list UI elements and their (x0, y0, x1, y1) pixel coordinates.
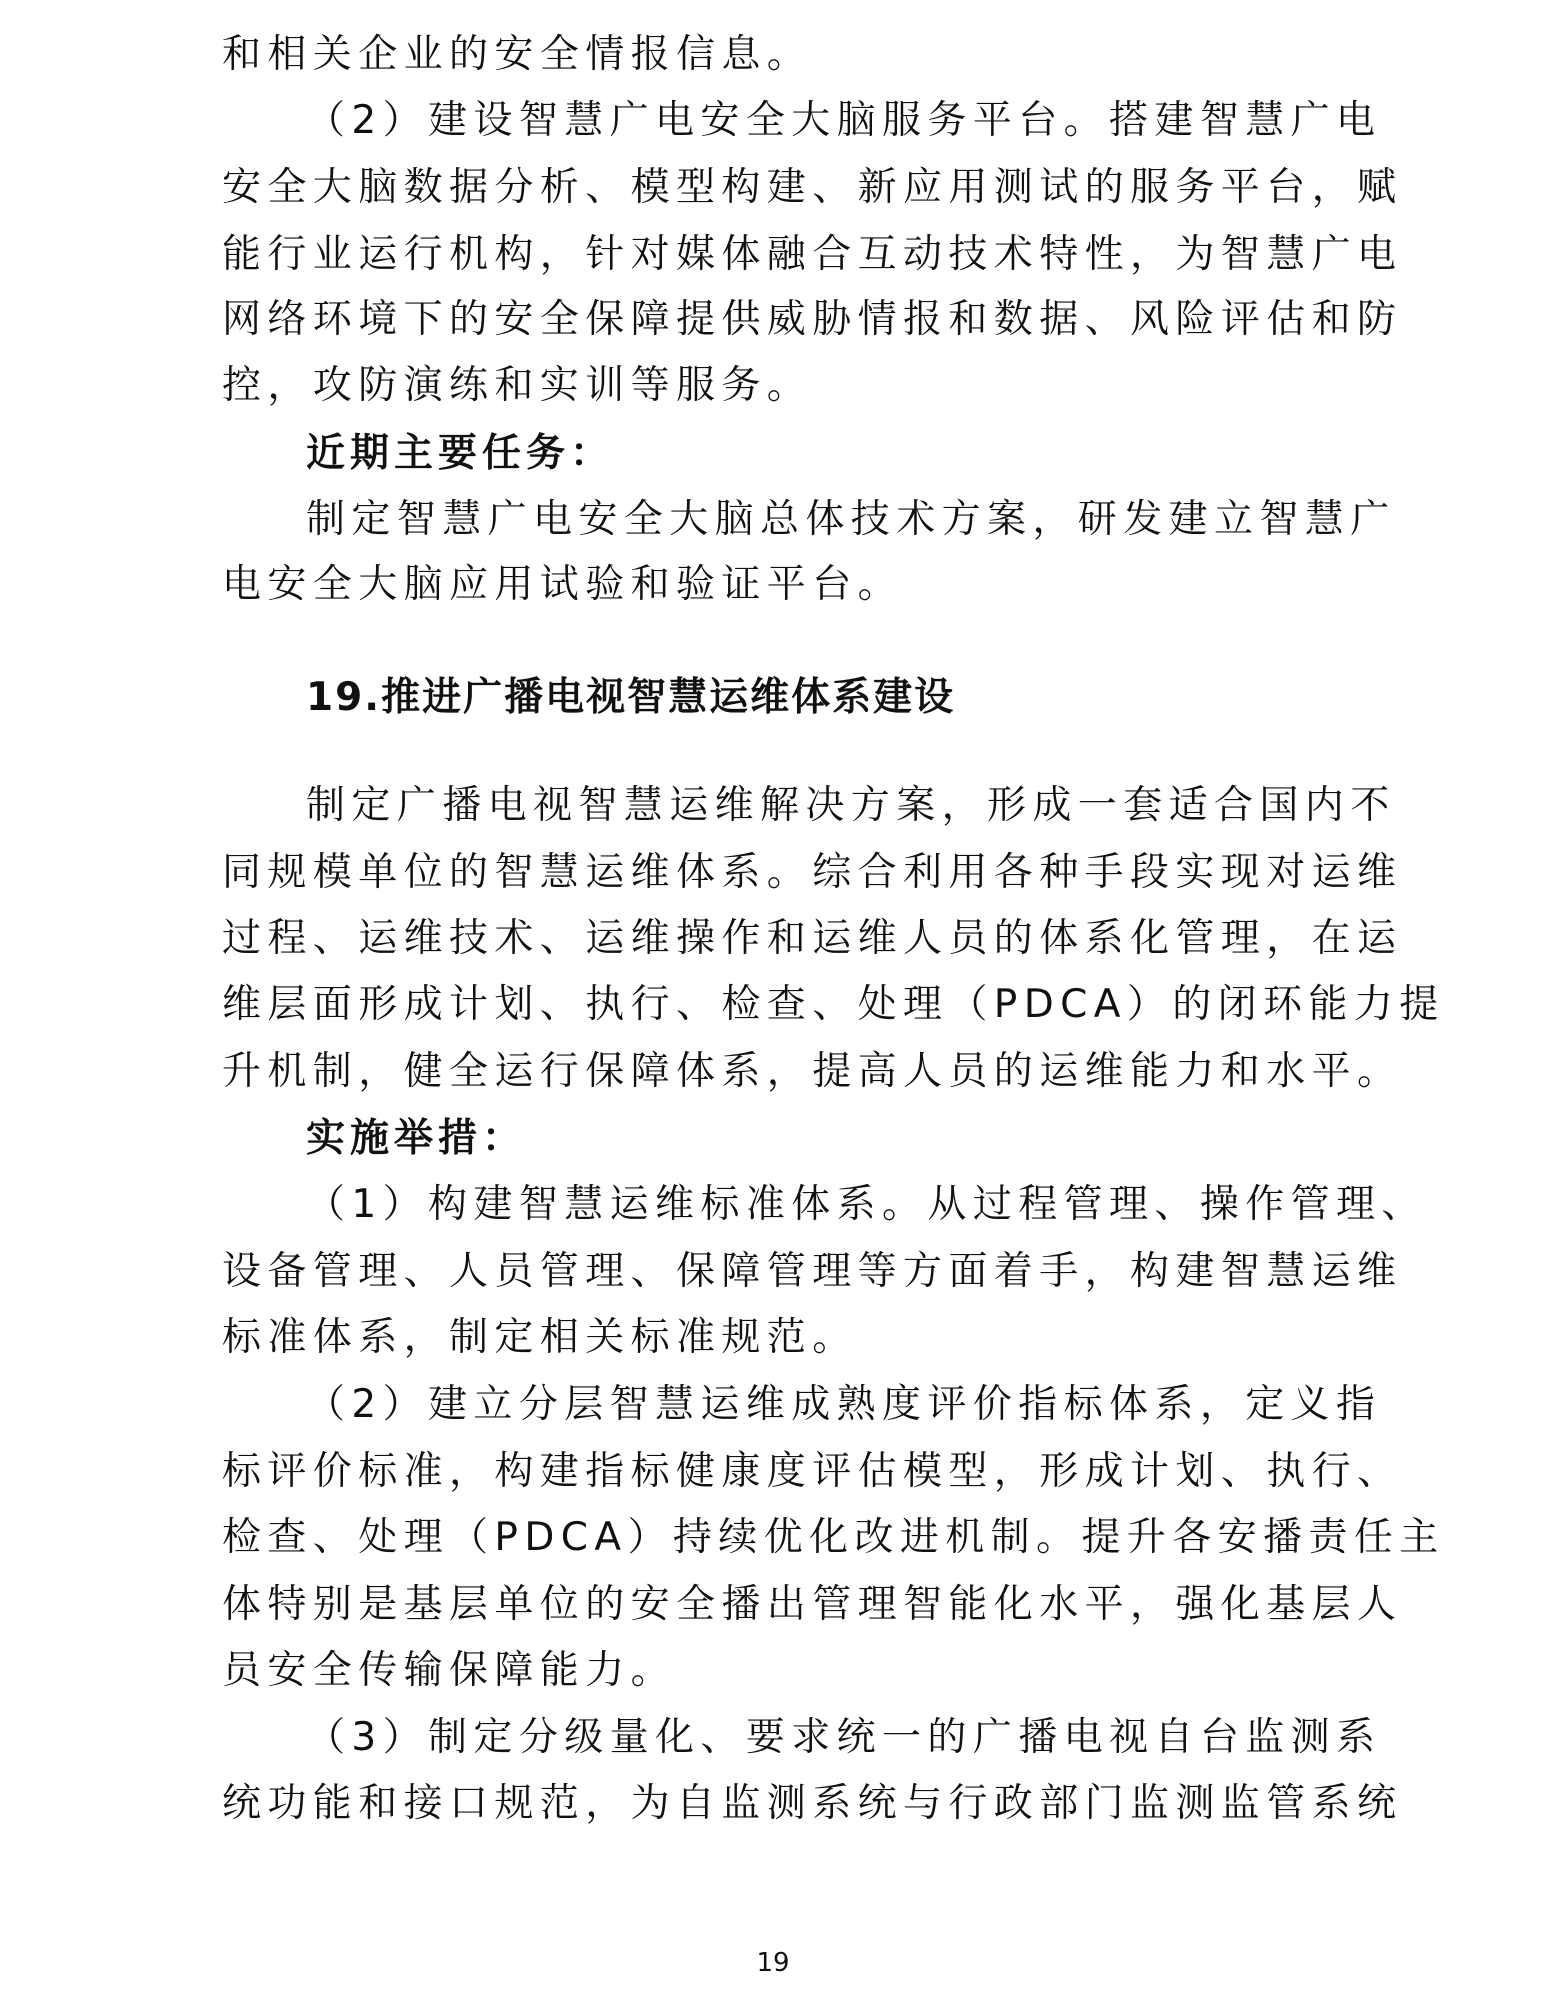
text-line: 标评价标准，构建指标健康度评估模型，形成计划、执行、 (222, 1449, 1403, 1494)
subsection-label: 实施举措： (306, 1116, 527, 1161)
text-line: 能行业运行机构，针对媒体融合互动技术特性，为智慧广电 (222, 232, 1403, 277)
text-line: 体特别是基层单位的安全播出管理智能化水平，强化基层人 (222, 1582, 1403, 1627)
text-line: 同规模单位的智慧运维体系。综合利用各种手段实现对运维 (222, 850, 1403, 895)
text-line: 网络环境下的安全保障提供威胁情报和数据、风险评估和防 (222, 297, 1403, 342)
subsection-label: 近期主要任务： (306, 431, 615, 476)
text-line: 升机制，健全运行保障体系，提高人员的运维能力和水平。 (222, 1049, 1403, 1094)
text-line: （1）构建智慧运维标准体系。从过程管理、操作管理、 (306, 1182, 1427, 1227)
text-line: 安全大脑数据分析、模型构建、新应用测试的服务平台，赋 (222, 165, 1403, 210)
text-line: （2）建立分层智慧运维成熟度评价指标体系，定义指 (306, 1382, 1382, 1427)
text-line: 维层面形成计划、执行、检查、处理（PDCA）的闭环能力提 (222, 982, 1445, 1027)
text-line: 电安全大脑应用试验和验证平台。 (222, 562, 904, 607)
section-heading: 19.推进广播电视智慧运维体系建设 (306, 675, 956, 720)
text-line: 检查、处理（PDCA）持续优化改进机制。提升各安播责任主 (222, 1515, 1445, 1560)
page-number: 19 (756, 1948, 790, 1978)
text-line: 统功能和接口规范，为自监测系统与行政部门监测监管系统 (222, 1781, 1403, 1826)
text-line: 制定广播电视智慧运维解决方案，形成一套适合国内不 (306, 783, 1396, 828)
text-line: （3）制定分级量化、要求统一的广播电视自台监测系 (306, 1715, 1382, 1760)
text-line: 过程、运维技术、运维操作和运维人员的体系化管理，在运 (222, 916, 1403, 961)
text-line: 和相关企业的安全情报信息。 (222, 32, 813, 77)
text-line: 控，攻防演练和实训等服务。 (222, 363, 813, 408)
text-line: 标准体系，制定相关标准规范。 (222, 1315, 858, 1360)
text-line: 制定智慧广电安全大脑总体技术方案，研发建立智慧广 (306, 497, 1396, 542)
text-line: 设备管理、人员管理、保障管理等方面着手，构建智慧运维 (222, 1249, 1403, 1294)
text-line: 员安全传输保障能力。 (222, 1648, 677, 1693)
text-line: （2）建设智慧广电安全大脑服务平台。搭建智慧广电 (306, 98, 1382, 143)
